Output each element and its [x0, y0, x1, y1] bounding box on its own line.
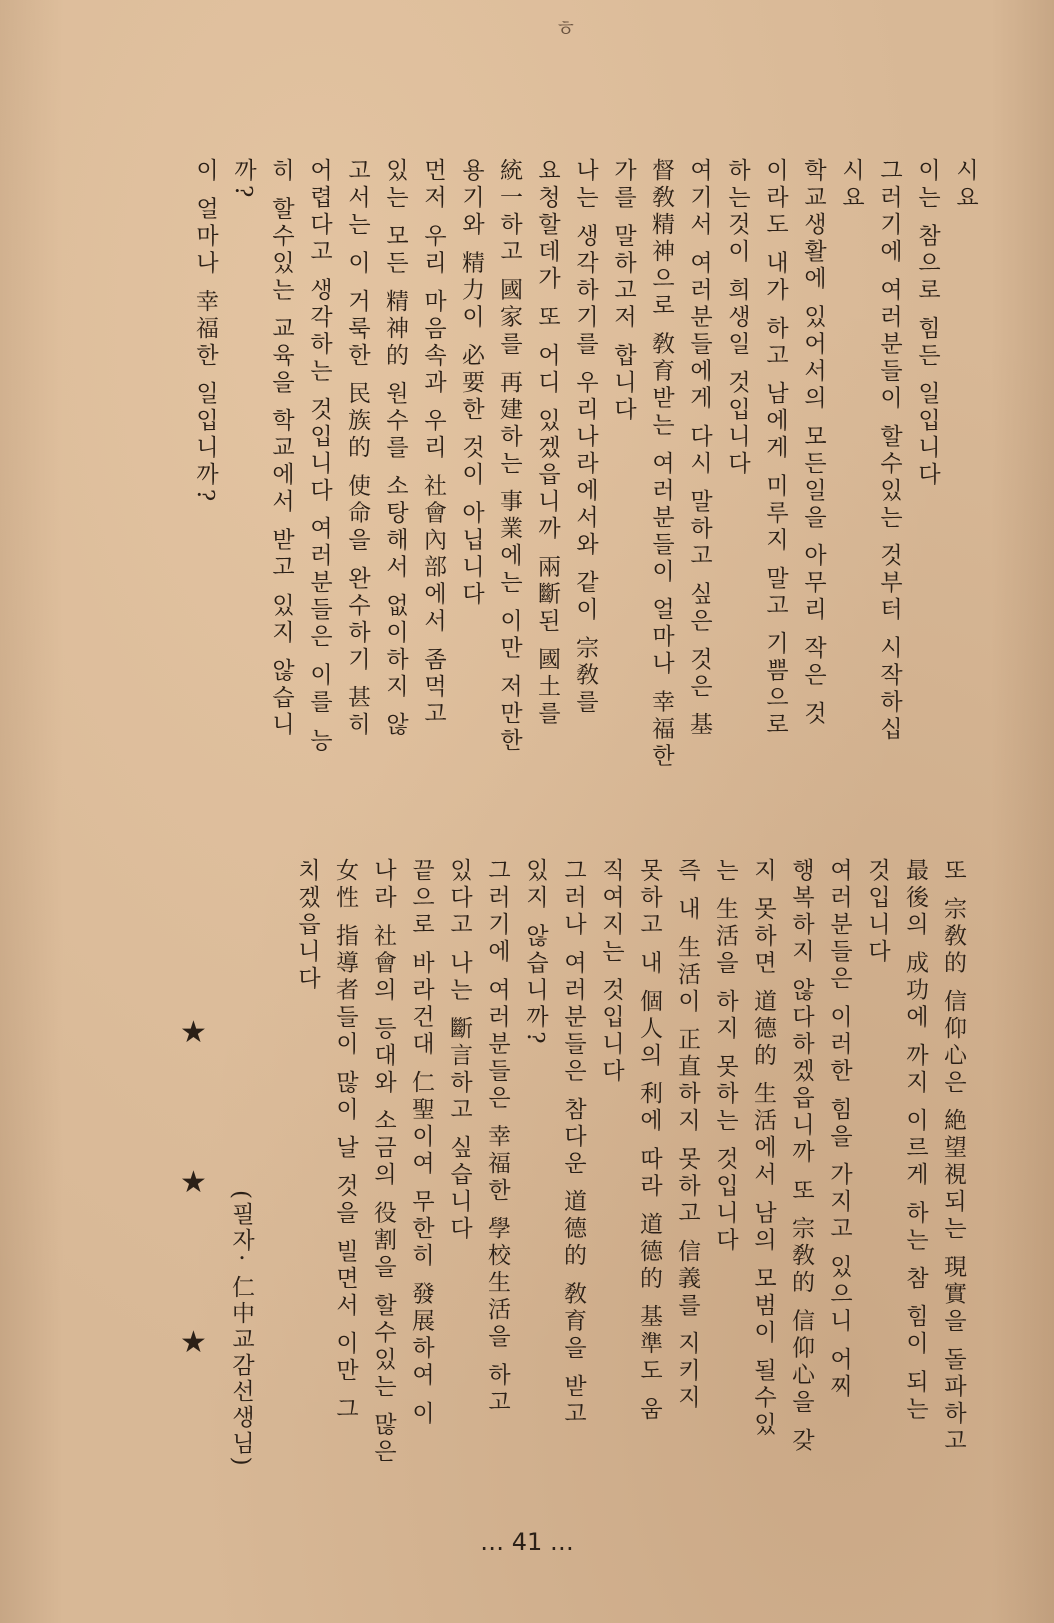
text-line: 있지 않습니까? [522, 858, 548, 1048]
text-line: 統一하고 國家를 再建하는 事業에는 이만 저만한 [496, 158, 522, 755]
text-line: 시요 [952, 158, 978, 212]
text-line: 가를 말하고저 합니다 [610, 158, 636, 424]
corner-mark: ㅎ [555, 17, 577, 42]
text-line: 있는 모든 精神的 원수를 소탕해서 없이하지 않 [382, 158, 408, 739]
page-number: … 41 … [480, 1528, 574, 1556]
text-line: 나는 생각하기를 우리나라에서와 같이 宗敎를 [572, 158, 598, 717]
lower-text-block [288, 858, 972, 1498]
text-line: 못하고 내 個人의 利에 따라 道德的 基準도 움 [636, 858, 662, 1424]
star-icon: ★ [180, 1325, 207, 1360]
text-line: 어렵다고 생각하는 것입니다 여러분들은 이를 능 [306, 158, 332, 755]
text-line: 그러나 여러분들은 참다운 道德的 敎育을 받고 [560, 858, 586, 1428]
text-line: 이 얼마나 幸福한 일입니까? [192, 158, 218, 506]
upper-text-block [186, 158, 984, 818]
text-line: 또 宗敎的 信仰心은 絶望視되는 現實을 돌파하고 [940, 858, 966, 1455]
text-line: 끝으로 바라건대 仁聖이여 무한히 發展하여 이 [408, 858, 434, 1428]
text-line: 까? [230, 158, 256, 202]
text-line: 학교생활에 있어서의 모든일을 아무리 작은 것 [800, 158, 826, 728]
text-line: 시요 [838, 158, 864, 212]
text-line: 여기서 여러분들에게 다시 말하고 싶은 것은 基 [686, 158, 712, 739]
text-line: 는 生活을 하지 못하는 것입니다 [712, 858, 738, 1255]
author-byline: (필자· 仁中교감선생님) [228, 1190, 254, 1469]
text-line: 행복하지 않다하겠읍니까 또 宗敎的 信仰心을 갖 [788, 858, 814, 1455]
text-line: 하는것이 희생일 것입니다 [724, 158, 750, 478]
text-line: 그러기에 여러분들은 幸福한 學校生活을 하고 [484, 858, 510, 1417]
text-line: 여러분들은 이러한 힘을 가지고 있으니 어찌 [826, 858, 852, 1401]
text-line: 督敎精神으로 敎育받는 여러분들이 얼마나 幸福한 [648, 158, 674, 771]
text-line: 히 할수있는 교육을 학교에서 받고 있지 않습니 [268, 158, 294, 739]
text-line: 치겠읍니다 [294, 858, 320, 993]
text-line: 것입니다 [864, 858, 890, 966]
text-line: 女性 指導者들이 많이 날 것을 빌면서 이만 그 [332, 858, 358, 1424]
text-line: 最後의 成功에 까지 이르게 하는 참 힘이 되는 [902, 858, 928, 1424]
text-line: 이는 참으로 힘든 일입니다 [914, 158, 940, 489]
text-line: 용기와 精力이 必要한 것이 아닙니다 [458, 158, 484, 609]
text-line: 요청할데가 또 어디 있겠읍니까 兩斷된 國土를 [534, 158, 560, 728]
star-icon: ★ [180, 1165, 207, 1200]
text-line: 그러기에 여러분들이 할수있는 것부터 시작하십 [876, 158, 902, 744]
star-divider [180, 1015, 220, 1360]
text-line: 이라도 내가 하고 남에게 미루지 말고 기쁨으로 [762, 158, 788, 739]
text-line: 먼저 우리 마음속과 우리 社會內部에서 좀먹고 [420, 158, 446, 728]
text-line: 즉 내 生活이 正直하지 못하고 信義를 지키지 [674, 858, 700, 1412]
text-line: 지 못하면 道德的 生活에서 남의 모범이 될수있 [750, 858, 776, 1439]
text-line: 직여지는 것입니다 [598, 858, 624, 1086]
text-line: 있다고 나는 斷言하고 싶습니다 [446, 858, 472, 1243]
text-line: 나라 社會의 등대와 소금의 役割을 할수있는 많은 [370, 858, 396, 1466]
star-icon: ★ [180, 1015, 207, 1050]
text-line: 고서는 이 거룩한 民族的 使命을 완수하기 甚히 [344, 158, 370, 739]
